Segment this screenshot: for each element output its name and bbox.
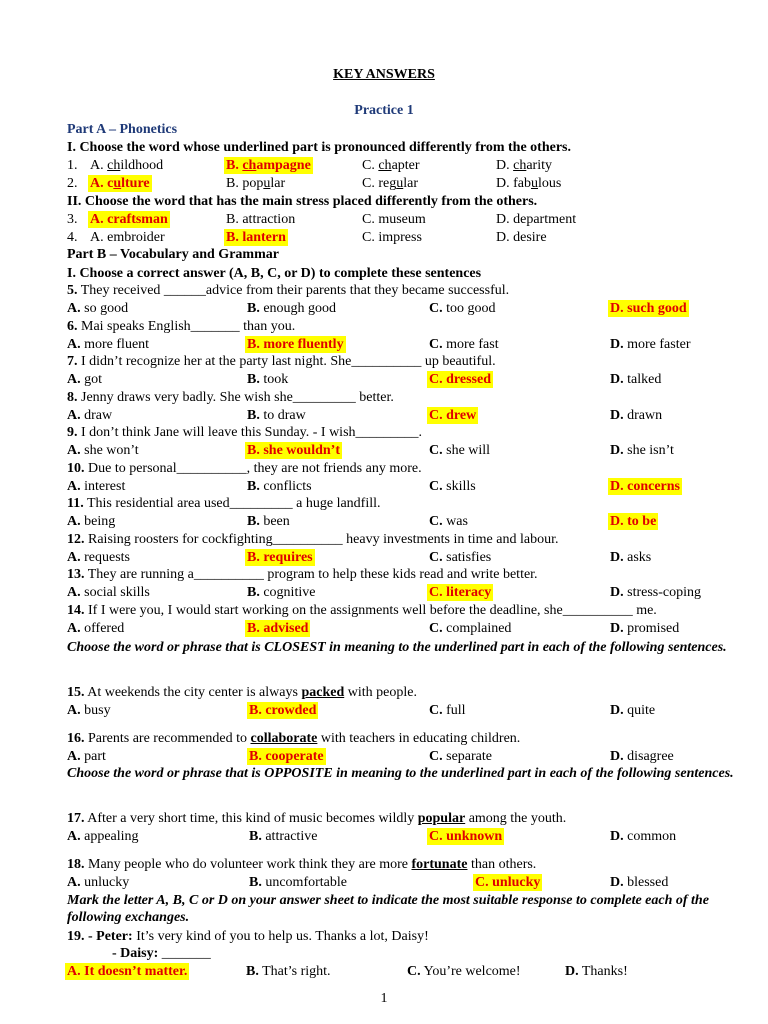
q16-option-c: C. separate [429, 749, 492, 764]
q18-option-b: B. uncomfortable [249, 875, 347, 890]
q4-option-a: A. embroider [90, 230, 165, 245]
q4-option-b-answer: B. lantern [226, 230, 286, 245]
q3-option-a-answer: A. craftsman [90, 212, 168, 227]
q9-option-b-answer: B. she wouldn’t [247, 443, 340, 458]
q5-stem: 5. They received ______advice from their parents that they became successful. [67, 283, 510, 298]
q8-option-d: D. drawn [610, 408, 663, 423]
q19-option-d: D. Thanks! [565, 964, 628, 979]
q19-option-b: B. That’s right. [246, 964, 331, 979]
section-a2-instruction: II. Choose the word that has the main stress placed differently from the others. [67, 194, 538, 209]
q12-option-d: D. asks [610, 550, 652, 565]
opposite-instruction: Choose the word or phrase that is OPPOSITE in meaning to the underlined part in each of the following sentences. [67, 766, 734, 781]
q6-option-d: D. more faster [610, 337, 691, 352]
q7-option-b: B. took [247, 372, 289, 387]
q15-option-d: D. quite [610, 703, 656, 718]
q10-option-a: A. interest [67, 479, 126, 494]
q5-option-c: C. too good [429, 301, 496, 316]
q5-option-d-answer: D. such good [610, 301, 687, 316]
q6-option-a: A. more fluent [67, 337, 150, 352]
q2-option-c: C. regular [362, 176, 418, 191]
q8-option-c-answer: C. drew [429, 408, 477, 423]
q10-option-c: C. skills [429, 479, 476, 494]
practice-heading: Practice 1 [354, 103, 414, 118]
q15-option-b-answer: B. crowded [249, 703, 317, 718]
q13-option-b: B. cognitive [247, 585, 316, 600]
q2-option-a-answer: A. culture [90, 176, 150, 191]
q11-stem: 11. This residential area used_________ a huge landfill. [67, 496, 381, 511]
q1-option-d: D. charity [496, 158, 552, 173]
q2-option-b: B. popular [226, 176, 286, 191]
q9-option-a: A. she won’t [67, 443, 139, 458]
q12-option-c: C. satisfies [429, 550, 492, 565]
q9-option-d: D. she isn’t [610, 443, 674, 458]
q19-peter-line: 19. - Peter: It’s very kind of you to help us. Thanks a lot, Daisy! [67, 929, 429, 944]
q5-option-a: A. so good [67, 301, 129, 316]
q17-option-b: B. attractive [249, 829, 318, 844]
q6-stem: 6. Mai speaks English_______ than you. [67, 319, 296, 334]
q14-option-d: D. promised [610, 621, 680, 636]
q4-number: 4. [67, 230, 78, 245]
q11-option-c: C. was [429, 514, 468, 529]
q12-option-b-answer: B. requires [247, 550, 313, 565]
q3-option-c: C. museum [362, 212, 426, 227]
q16-option-a: A. part [67, 749, 106, 764]
q19-option-a-answer: A. It doesn’t matter. [67, 964, 188, 979]
part-b-heading: Part B – Vocabulary and Grammar [67, 247, 279, 262]
q17-stem: 17. After a very short time, this kind of music becomes wildly popular among the youth. [67, 811, 567, 826]
q10-stem: 10. Due to personal__________, they are not friends any more. [67, 461, 422, 476]
q15-stem: 15. At weekends the city center is always packed with people. [67, 685, 417, 700]
q15-option-c: C. full [429, 703, 466, 718]
q8-stem: 8. Jenny draws very badly. She wish she_________ better. [67, 390, 394, 405]
q12-option-a: A. requests [67, 550, 131, 565]
q3-number: 3. [67, 212, 78, 227]
q11-option-a: A. being [67, 514, 116, 529]
q8-option-b: B. to draw [247, 408, 306, 423]
q6-option-b-answer: B. more fluently [247, 337, 344, 352]
section-a1-instruction: I. Choose the word whose underlined part is pronounced differently from the others. [67, 140, 572, 155]
q1-option-b-answer: B. champagne [226, 158, 311, 173]
q16-stem: 16. Parents are recommended to collaborate with teachers in educating children. [67, 731, 521, 746]
q2-option-d: D. fabulous [496, 176, 562, 191]
q4-option-c: C. impress [362, 230, 422, 245]
q13-option-c-answer: C. literacy [429, 585, 492, 600]
q7-option-c-answer: C. dressed [429, 372, 491, 387]
q6-option-c: C. more fast [429, 337, 499, 352]
q5-option-b: B. enough good [247, 301, 337, 316]
q19-option-c: C. You’re welcome! [407, 964, 521, 979]
q8-option-a: A. draw [67, 408, 113, 423]
q16-option-d: D. disagree [610, 749, 674, 764]
q18-option-c-answer: C. unlucky [475, 875, 541, 890]
q14-option-b-answer: B. advised [247, 621, 309, 636]
q11-option-b: B. been [247, 514, 290, 529]
page-number: 1 [380, 991, 388, 1006]
q17-option-a: A. appealing [67, 829, 139, 844]
q18-stem: 18. Many people who do volunteer work think they are more fortunate than others. [67, 857, 537, 872]
q1-option-a: A. childhood [90, 158, 164, 173]
q3-option-d: D. department [496, 212, 577, 227]
q1-option-c: C. chapter [362, 158, 420, 173]
q12-stem: 12. Raising roosters for cockfighting__________ heavy investments in time and labour. [67, 532, 559, 547]
section-b1-instruction: I. Choose a correct answer (A, B, C, or D) to complete these sentences [67, 266, 482, 281]
q9-stem: 9. I don’t think Jane will leave this Sunday. - I wish_________. [67, 425, 423, 440]
closest-instruction: Choose the word or phrase that is CLOSEST in meaning to the underlined part in each of the following sentences. [67, 640, 727, 655]
q3-option-b: B. attraction [226, 212, 296, 227]
q11-option-d-answer: D. to be [610, 514, 657, 529]
q7-option-a: A. got [67, 372, 103, 387]
q13-stem: 13. They are running a__________ program to help these kids read and write better. [67, 567, 538, 582]
q4-option-d: D. desire [496, 230, 547, 245]
q13-option-a: A. social skills [67, 585, 150, 600]
q7-option-d: D. talked [610, 372, 662, 387]
q14-stem: 14. If I were you, I would start working on the assignments well before the deadline, she__________ me. [67, 603, 657, 618]
q13-option-d: D. stress-coping [610, 585, 702, 600]
q9-option-c: C. she will [429, 443, 491, 458]
q7-stem: 7. I didn’t recognize her at the party last night. She__________ up beautiful. [67, 354, 496, 369]
q10-option-b: B. conflicts [247, 479, 312, 494]
q17-option-c-answer: C. unknown [429, 829, 503, 844]
q18-option-a: A. unlucky [67, 875, 130, 890]
q18-option-d: D. blessed [610, 875, 669, 890]
q17-option-d: D. common [610, 829, 677, 844]
q1-number: 1. [67, 158, 78, 173]
q16-option-b-answer: B. cooperate [249, 749, 324, 764]
q10-option-d-answer: D. concerns [610, 479, 681, 494]
mark-instruction: Mark the letter A, B, C or D on your answer sheet to indicate the most suitable response to complete each of the following exchanges. [67, 893, 709, 925]
doc-title: KEY ANSWERS [333, 67, 435, 82]
part-a-heading: Part A – Phonetics [67, 122, 178, 137]
q19-daisy-line: - Daisy: _______ [112, 946, 211, 961]
q14-option-a: A. offered [67, 621, 125, 636]
q15-option-a: A. busy [67, 703, 111, 718]
q14-option-c: C. complained [429, 621, 512, 636]
q2-number: 2. [67, 176, 78, 191]
